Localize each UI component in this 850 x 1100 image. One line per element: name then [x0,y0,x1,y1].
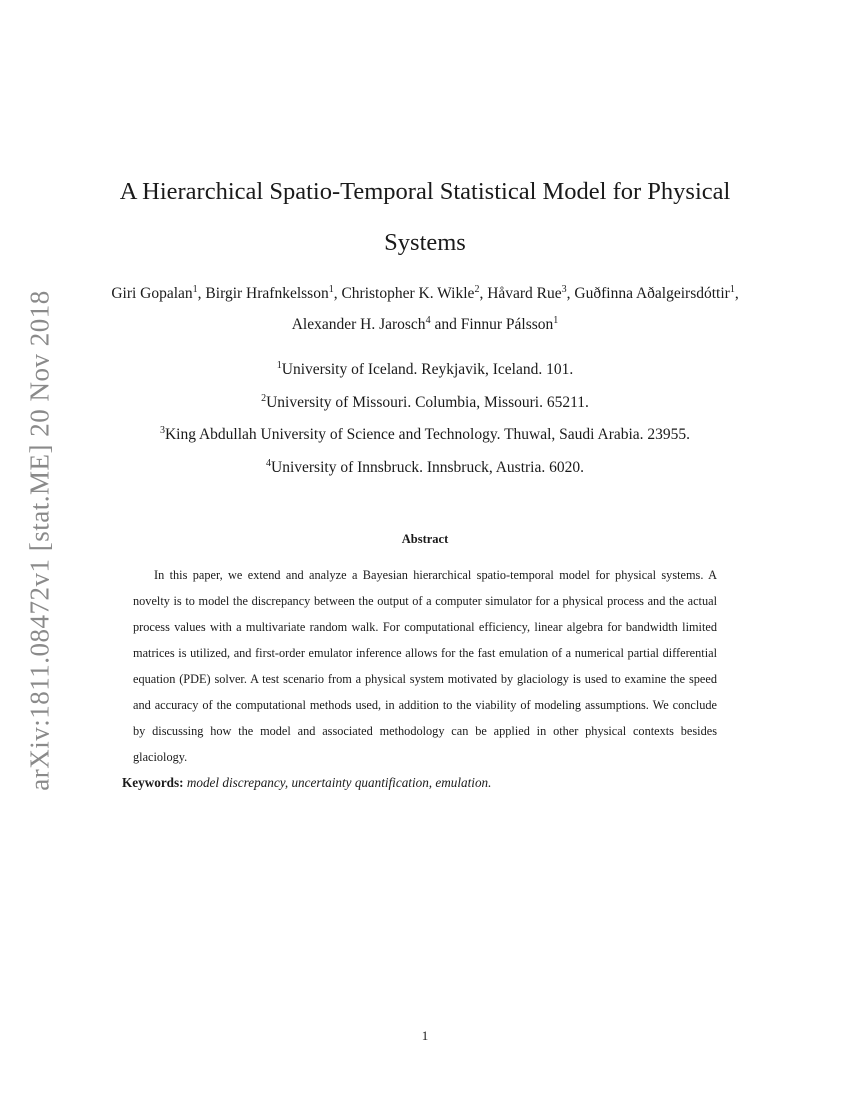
affiliation-list [100,354,750,484]
abstract-body: In this paper, we extend and analyze a Bayesian hierarchical spatio-temporal model for physical systems. A novelty is to model the discrepancy between the output of a computer simulator for a physical process and the actual process values with a multivariate random walk. For computational efficiency, linear algebra for bandwidth limited matrices is utilized, and first-order emulator inference allows for the fast emulation of a numerical partial differential equation (PDE) solver. A test scenario from a physical system motivated by glaciology is used to examine the speed and accuracy of the computational methods used, in addition to the viability of modeling assumptions. We conclude by discussing how the model and associated methodology can be applied in other physical contexts besides glaciology. [133,568,717,764]
affiliation-line [100,452,750,485]
author-affiliation-mark: 1 [328,284,334,295]
affiliation-text: University of Missouri. Columbia, Missouri. 65211. [266,393,589,411]
affiliation-text: University of Iceland. Reykjavik, Iceland. 101. [281,361,574,378]
author-affiliation-mark: 2 [474,284,480,295]
author-name: Birgir Hrafnkelsson [205,285,329,302]
affiliation-mark: 1 [276,360,282,371]
author-name: Christopher K. Wikle [341,285,475,302]
author-affiliation-mark: 1 [192,284,198,295]
author-name: Alexander H. Jarosch [291,316,426,333]
keywords-line [122,775,491,791]
affiliation-line [100,354,750,387]
paper-title: A Hierarchical Spatio-Temporal Statistical Model for Physical Systems [119,178,731,256]
affiliation-mark: 2 [261,392,267,404]
abstract-heading: Abstract [401,532,449,546]
affiliation-mark: 4 [266,457,272,469]
arxiv-identifier-text: arXiv:1811.08472v1 [stat.ME] 20 Nov 2018 [24,289,55,791]
author-name: Giri Gopalan [111,285,193,302]
author-name: Guðfinna Aðalgeirsdóttir [574,285,730,302]
page-number: 1 [421,1028,429,1043]
author-list: Giri Gopalan$^1$, Birgir Hrafnkelsson$^1$, Christopher K. Wikle$^2$, Håvard Rue$^3$, Guðfinna Aðalgeirsdóttir$^1$, Alexander H. Jarosch$^4$ and Finnur Pálsson$^1$ [111,284,739,333]
author-affiliation-mark: 1 [553,315,559,326]
author-affiliation-mark: 3 [561,284,567,295]
arxiv-identifier-stamp [14,285,66,795]
affiliation-text: King Abdullah University of Science and Technology. Thuwal, Saudi Arabia. 23955. [164,426,691,443]
author-affiliation-mark: 1 [729,284,735,295]
keywords-list: model discrepancy, uncertainty quantification, emulation. [186,775,492,790]
affiliation-line [100,387,750,420]
author-conjunction: and [434,316,457,333]
affiliation-mark: 3 [159,425,165,436]
keywords-label: Keywords: [122,775,184,790]
author-name: Finnur Pálsson [460,316,554,333]
author-name: Håvard Rue [487,285,562,302]
affiliation-line [100,419,750,452]
affiliation-text: University of Innsbruck. Innsbruck, Austria. 6020. [271,458,584,476]
author-affiliation-mark: 4 [425,315,431,326]
